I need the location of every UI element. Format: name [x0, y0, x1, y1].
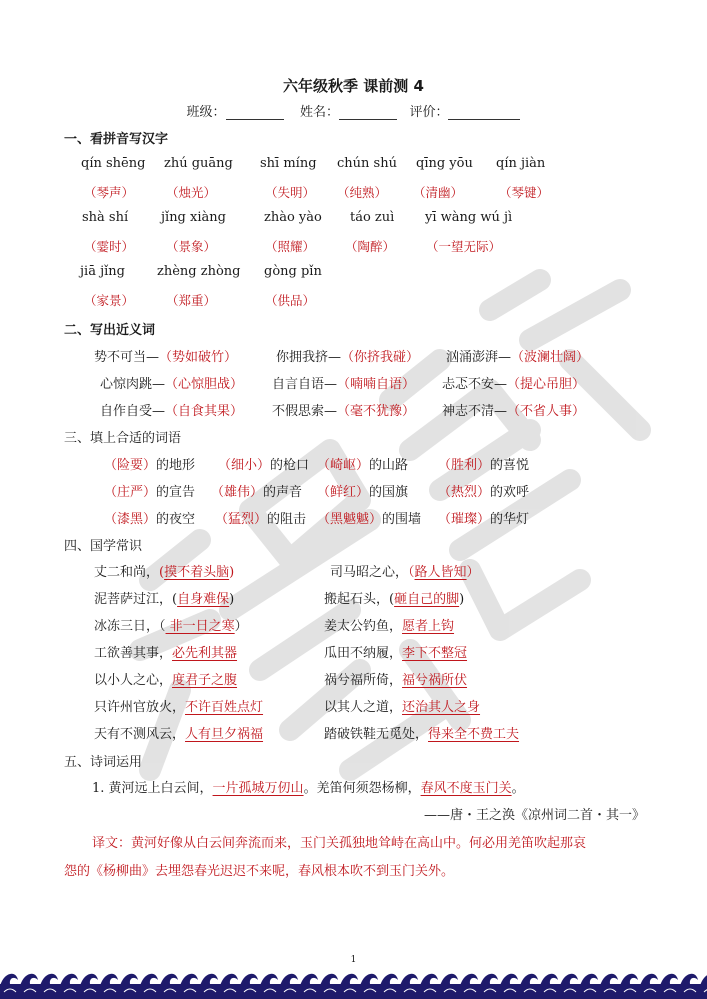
synonym-item — [442, 373, 585, 392]
poem-text: 。羌笛何须怨杨柳， — [303, 781, 421, 796]
synonym-answer: （势如破竹） — [159, 350, 238, 365]
idiom-answer: 还治其人之身 — [402, 700, 481, 715]
idiom-prefix: 瓜田不纳履， — [324, 646, 403, 661]
idiom-prefix: 司马昭之心， — [330, 565, 409, 580]
fill-item — [104, 454, 195, 473]
synonym-item — [272, 400, 415, 419]
fill-text: 的欢呼 — [490, 485, 530, 500]
synonym-answer: （提心吊胆） — [507, 377, 586, 392]
pinyin-answer: （琴键） — [499, 185, 550, 200]
idiom-answer: 必先利其器 — [172, 646, 238, 661]
poem-text: 1. 黄河远上白云间， — [92, 781, 213, 796]
idiom-answer: 不许百姓点灯 — [185, 700, 264, 715]
fill-text: 的阻击 — [267, 512, 307, 527]
idiom-bracket: ) — [229, 592, 235, 607]
name-label: 姓名： — [300, 105, 340, 120]
idiom-right — [330, 561, 480, 580]
fill-text: 的喜悦 — [490, 458, 530, 473]
synonym-answer: （心惊胆战） — [165, 377, 244, 392]
synonym-question: 忐忑不安— — [442, 377, 508, 392]
pinyin-item: jiā jǐng — [80, 264, 125, 279]
fill-item — [218, 454, 309, 473]
poem-source: ——唐・王之涣《凉州词二首・其一》 — [423, 808, 645, 823]
idiom-answer: 非一日之寒 — [165, 619, 235, 634]
pinyin-answer: （供品） — [265, 293, 316, 308]
pinyin-item: zhào yào — [264, 210, 322, 225]
student-info-line — [0, 101, 707, 120]
idiom-answer: 摸不着头脑 — [164, 565, 230, 580]
fill-item — [104, 508, 195, 527]
idiom-left — [94, 561, 234, 580]
wave-footer-decoration — [0, 962, 707, 999]
fill-text: 的夜空 — [156, 512, 196, 527]
fill-answer: （庄严） — [104, 485, 157, 500]
idiom-answer: 李下不整冠 — [402, 646, 468, 661]
idiom-bracket: ( — [159, 565, 165, 580]
idiom-answer: 自身难保 — [177, 592, 230, 607]
idiom-prefix: 泥菩萨过江， — [94, 592, 173, 607]
fill-answer: （黑魆魆） — [317, 512, 383, 527]
fill-text: 的宣告 — [156, 485, 196, 500]
section-1-heading: 一、看拼音写汉字 — [64, 132, 169, 147]
idiom-bracket: ） — [234, 619, 248, 634]
synonym-item — [272, 373, 415, 392]
idiom-bracket: ） — [466, 565, 480, 580]
idiom-bracket: ) — [229, 565, 235, 580]
idiom-left — [94, 615, 248, 634]
fill-item — [215, 508, 306, 527]
idiom-bracket: （ — [408, 565, 415, 580]
pinyin-answer: （霎时） — [84, 239, 135, 254]
translation-line: 译文：黄河好像从白云间奔流而来，玉门关孤独地耸峙在高山中。何必用羌笛吹起那哀 — [92, 836, 587, 851]
fill-text: 的围墙 — [382, 512, 422, 527]
fill-item — [317, 454, 408, 473]
eval-blank — [448, 106, 520, 120]
idiom-right — [324, 642, 467, 661]
fill-answer: （雄伟） — [211, 485, 264, 500]
synonym-item — [276, 346, 419, 365]
pinyin-item: shà shí — [82, 210, 129, 225]
fill-answer: （璀璨） — [438, 512, 491, 527]
idiom-prefix: 只许州官放火， — [94, 700, 186, 715]
pinyin-item: chún shú — [337, 156, 397, 171]
pinyin-answer: （烛光） — [166, 185, 217, 200]
synonym-answer: （不省人事） — [507, 404, 586, 419]
synonym-item — [100, 373, 243, 392]
fill-text: 的国旗 — [369, 485, 409, 500]
pinyin-item: qīng yōu — [416, 156, 473, 171]
synonym-question: 自言自语— — [272, 377, 338, 392]
fill-answer: （猛烈） — [215, 512, 268, 527]
idiom-bracket: ( — [172, 592, 178, 607]
idiom-prefix: 祸兮福所倚， — [324, 673, 403, 688]
idiom-prefix: 工欲善其事， — [94, 646, 173, 661]
pinyin-item: qín shēng — [81, 156, 146, 171]
idiom-left — [94, 642, 237, 661]
idiom-prefix: 踏破铁鞋无觅处， — [324, 727, 429, 742]
fill-item — [104, 481, 195, 500]
fill-answer: （胜利） — [438, 458, 491, 473]
pinyin-item: shī míng — [260, 156, 317, 171]
synonym-question: 势不可当— — [94, 350, 160, 365]
synonym-item — [446, 346, 589, 365]
class-label: 班级： — [186, 105, 226, 120]
idiom-left — [94, 696, 263, 715]
pinyin-answer: （家景） — [84, 293, 135, 308]
idiom-left — [94, 669, 237, 688]
idiom-prefix: 丈二和尚， — [94, 565, 160, 580]
page-number: 1 — [350, 955, 357, 965]
synonym-answer: （自食其果） — [165, 404, 244, 419]
pinyin-answer: （一望无际） — [426, 239, 502, 254]
synonym-item — [100, 400, 243, 419]
translation-line: 怨的《杨柳曲》去埋怨春光迟迟不来呢，春风根本吹不到玉门关外。 — [64, 864, 455, 879]
fill-answer: （漆黑） — [104, 512, 157, 527]
fill-item — [438, 481, 529, 500]
fill-text: 的声音 — [263, 485, 303, 500]
synonym-question: 汹涌澎湃— — [446, 350, 512, 365]
poem-answer: 一片孤城万仞山 — [212, 781, 304, 796]
idiom-prefix: 以小人之心， — [94, 673, 173, 688]
idiom-answer: 愿者上钩 — [402, 619, 455, 634]
synonym-question: 你拥我挤— — [276, 350, 342, 365]
fill-answer: （险要） — [104, 458, 157, 473]
synonym-question: 心惊肉跳— — [100, 377, 166, 392]
fill-item — [438, 454, 529, 473]
fill-item — [317, 481, 408, 500]
pinyin-answer: （琴声） — [84, 185, 135, 200]
pinyin-item: zhú guāng — [164, 156, 233, 171]
idiom-prefix: 姜太公钓鱼， — [324, 619, 403, 634]
pinyin-item: jǐng xiàng — [161, 210, 226, 225]
idiom-bracket: ( — [389, 592, 395, 607]
idiom-prefix: 搬起石头， — [324, 592, 390, 607]
pinyin-answer: （照耀） — [265, 239, 316, 254]
pinyin-item: yī wàng wú jì — [425, 210, 513, 225]
poem-answer: 春风不度玉门关 — [420, 781, 512, 796]
idiom-answer: 得来全不费工夫 — [428, 727, 520, 742]
section-3-heading: 三、填上合适的词语 — [64, 431, 182, 446]
fill-answer: （热烈） — [438, 485, 491, 500]
section-5-heading: 五、诗词运用 — [64, 755, 143, 770]
idiom-bracket: ) — [459, 592, 465, 607]
synonym-question: 自作自受— — [100, 404, 166, 419]
idiom-answer: 度君子之腹 — [172, 673, 238, 688]
fill-item — [317, 508, 421, 527]
fill-text: 的山路 — [369, 458, 409, 473]
page-title: 六年级秋季 课前测 4 — [283, 77, 424, 95]
eval-label: 评价： — [409, 105, 449, 120]
fill-item — [211, 481, 302, 500]
pinyin-answer: （清幽） — [413, 185, 464, 200]
fill-answer: （鲜红） — [317, 485, 370, 500]
fill-answer: （崎岖） — [317, 458, 370, 473]
synonym-item — [442, 400, 585, 419]
fill-text: 的地形 — [156, 458, 196, 473]
idiom-answer: 人有旦夕祸福 — [185, 727, 264, 742]
pinyin-answer: （景象） — [166, 239, 217, 254]
idiom-left — [94, 723, 263, 742]
idiom-prefix: 以其人之道， — [324, 700, 403, 715]
idiom-right — [324, 615, 454, 634]
section-2-heading: 二、写出近义词 — [64, 323, 156, 338]
synonym-item — [94, 346, 237, 365]
synonym-answer: （毫不犹豫） — [337, 404, 416, 419]
idiom-right — [324, 723, 519, 742]
poem-text: 。 — [511, 781, 525, 796]
fill-answer: （细小） — [218, 458, 271, 473]
synonym-question: 神志不清— — [442, 404, 508, 419]
pinyin-answer: （纯熟） — [337, 185, 388, 200]
pinyin-item: gòng pǐn — [264, 264, 322, 279]
idiom-prefix: 冰冻三日， — [94, 619, 160, 634]
class-blank — [226, 106, 284, 120]
idiom-answer: 福兮祸所伏 — [402, 673, 468, 688]
pinyin-item: qín jiàn — [496, 156, 546, 171]
idiom-answer: 路人皆知 — [414, 565, 467, 580]
pinyin-answer: （失明） — [265, 185, 316, 200]
idiom-right — [324, 588, 464, 607]
idiom-left — [94, 588, 234, 607]
poem-line — [92, 777, 525, 796]
pinyin-item: zhèng zhòng — [157, 264, 241, 279]
idiom-prefix: 天有不测风云， — [94, 727, 186, 742]
idiom-right — [324, 669, 467, 688]
section-4-heading: 四、国学常识 — [64, 539, 143, 554]
wave-crest — [700, 974, 707, 986]
fill-item — [438, 508, 529, 527]
pinyin-answer: （郑重） — [166, 293, 217, 308]
synonym-answer: （喃喃自语） — [337, 377, 416, 392]
pinyin-item: táo zuì — [350, 210, 395, 225]
idiom-bracket: （ — [159, 619, 166, 634]
idiom-right — [324, 696, 480, 715]
synonym-question: 不假思索— — [272, 404, 338, 419]
idiom-answer: 砸自己的脚 — [394, 592, 460, 607]
pinyin-answer: （陶醉） — [345, 239, 396, 254]
name-blank — [339, 106, 397, 120]
fill-text: 的枪口 — [270, 458, 310, 473]
fill-text: 的华灯 — [490, 512, 530, 527]
synonym-answer: （你挤我碰） — [341, 350, 420, 365]
synonym-answer: （波澜壮阔） — [511, 350, 590, 365]
